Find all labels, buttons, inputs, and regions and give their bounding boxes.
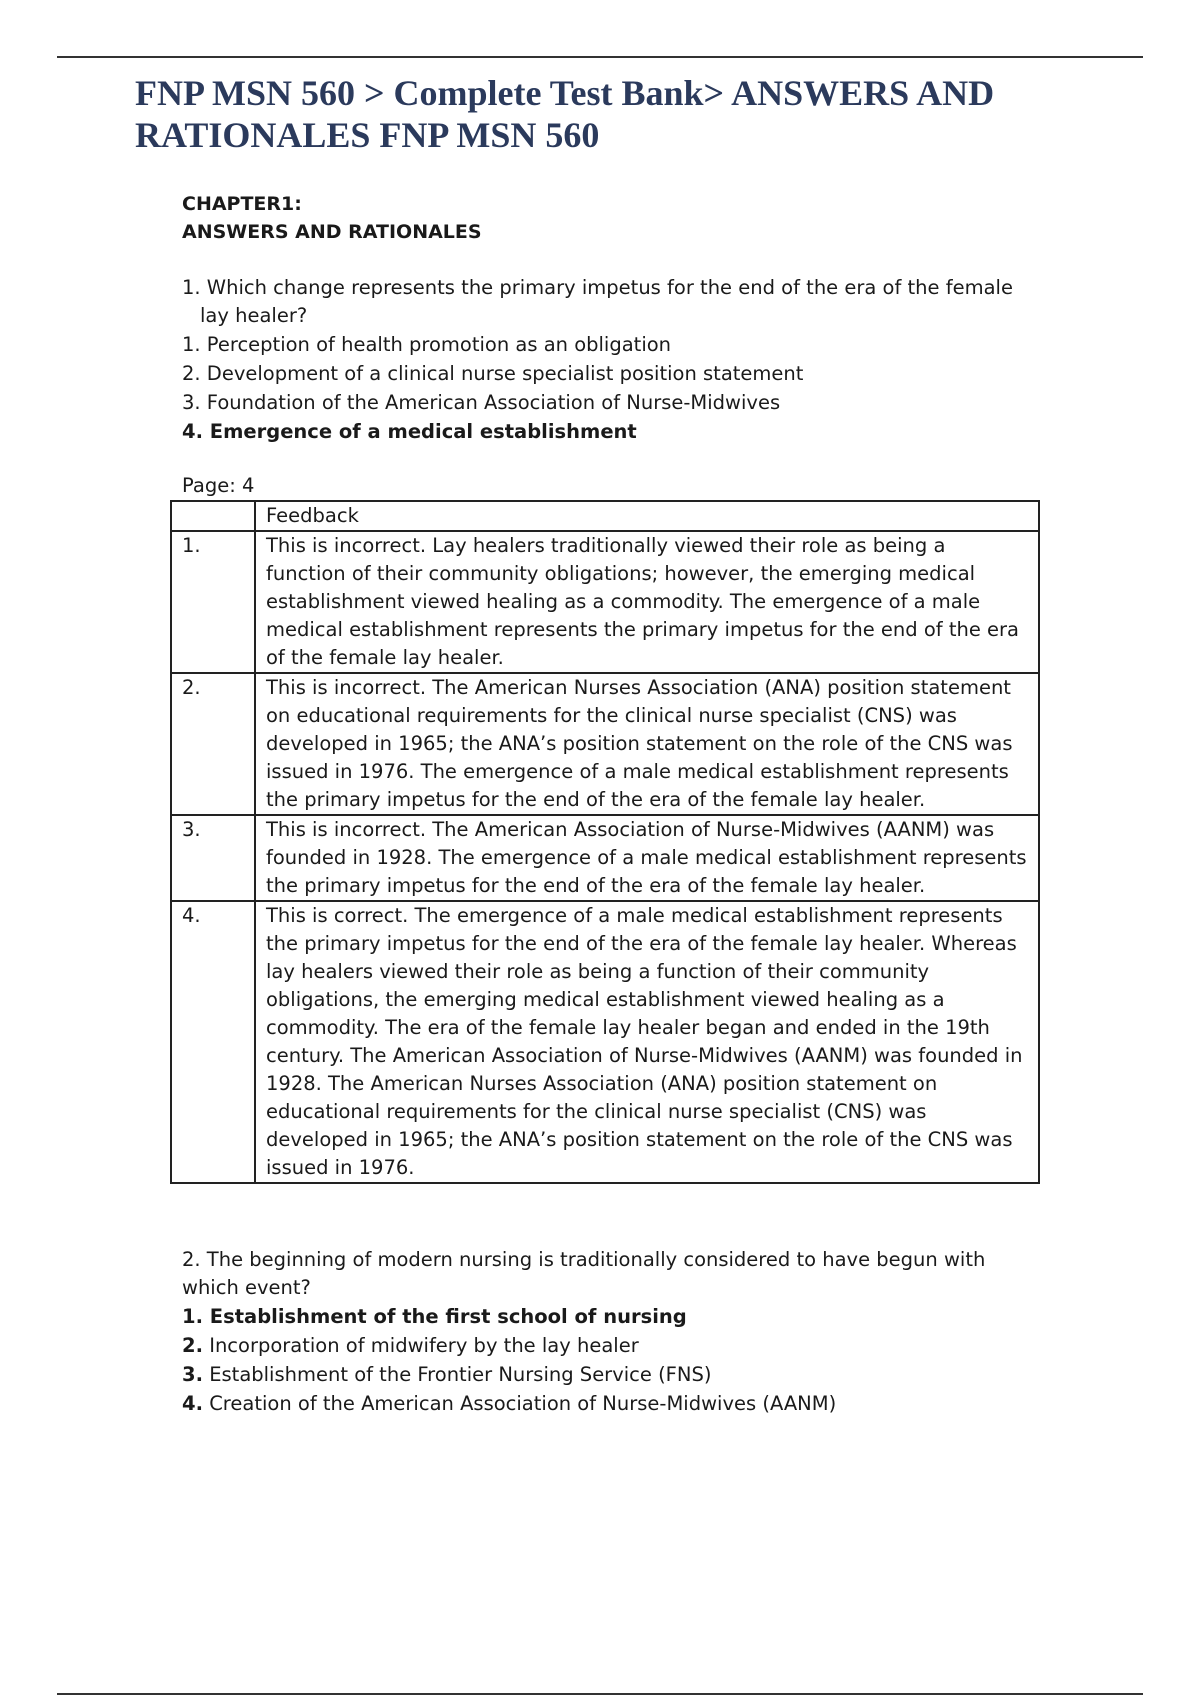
feedback-header-blank [171, 501, 255, 531]
feedback-header: Feedback [255, 501, 1039, 531]
section-label: ANSWERS AND RATIONALES [182, 221, 482, 243]
question-1-option-3: 3. Foundation of the American Association of Nurse-Midwives [182, 391, 781, 414]
table-row [171, 673, 1039, 815]
page-reference: Page: 4 [182, 474, 255, 497]
table-row [171, 815, 1039, 901]
option-label: Establishment of the first school of nursing [209, 1305, 687, 1328]
option-number: 1. [182, 1305, 203, 1328]
question-2 [182, 1246, 1042, 1418]
question-2-text: 2. The beginning of modern nursing is traditionally considered to have begun with which event? [182, 1248, 986, 1299]
question-2-option-4 [182, 1389, 1042, 1418]
question-2-option-2 [182, 1331, 1042, 1360]
question-1 [182, 274, 1042, 446]
feedback-number: 3. [171, 815, 255, 901]
question-2-option-3 [182, 1360, 1042, 1389]
option-number: 2. [182, 1334, 203, 1357]
feedback-text: This is incorrect. The American Association of Nurse-Midwives (AANM) was founded in 1928. The emergence of a male medical establishment represents the primary impetus for the end of the era of the female lay healer. [255, 815, 1039, 901]
feedback-text: This is correct. The emergence of a male medical establishment represents the primary impetus for the end of the era of the female lay healer. Whereas lay healers viewed their role as being a function of their community obligations, the emerging medical establishment viewed healing as a commodity. The era of the female lay healer began and ended in the 19th century. The American Association of Nurse-Midwives (AANM) was founded in 1928. The American Nurses Association (ANA) position statement on educational requirements for the clinical nurse specialist (CNS) was developed in 1965; the ANA’s position statement on the role of the CNS was issued in 1976. [255, 901, 1039, 1183]
question-2-options [182, 1302, 1042, 1418]
bottom-rule [57, 1693, 1143, 1695]
top-rule [57, 56, 1143, 58]
option-label: Establishment of the Frontier Nursing Service (FNS) [209, 1363, 712, 1386]
chapter-label: CHAPTER1: [182, 193, 302, 215]
question-1-options [182, 330, 1042, 446]
feedback-number: 1. [171, 531, 255, 673]
question-1-option-4-correct: 4. Emergence of a medical establishment [182, 420, 637, 443]
question-1-option-1: 1. Perception of health promotion as an obligation [182, 333, 672, 356]
document-body [182, 190, 1042, 1418]
document-title: FNP MSN 560 > Complete Test Bank> ANSWERS AND RATIONALES FNP MSN 560 [135, 73, 995, 155]
question-1-option-2: 2. Development of a clinical nurse specialist position statement [182, 362, 804, 385]
option-number: 4. [182, 1392, 203, 1415]
feedback-number: 2. [171, 673, 255, 815]
question-1-text: 1. Which change represents the primary impetus for the end of the era of the female lay healer? [182, 276, 1013, 327]
question-2-option-1-correct [182, 1302, 1042, 1331]
option-label: Incorporation of midwifery by the lay healer [209, 1334, 639, 1357]
option-label: Creation of the American Association of Nurse-Midwives (AANM) [209, 1392, 837, 1415]
table-row [171, 531, 1039, 673]
feedback-text: This is incorrect. Lay healers traditionally viewed their role as being a function of their community obligations; however, the emerging medical establishment viewed healing as a commodity. The emergence of a male medical establishment represents the primary impetus for the end of the era of the female lay healer. [255, 531, 1039, 673]
feedback-table [170, 500, 1040, 1184]
feedback-number: 4. [171, 901, 255, 1183]
option-number: 3. [182, 1363, 203, 1386]
table-row [171, 901, 1039, 1183]
feedback-text: This is incorrect. The American Nurses Association (ANA) position statement on educational requirements for the clinical nurse specialist (CNS) was developed in 1965; the ANA’s position statement on the role of the CNS was issued in 1976. The emergence of a male medical establishment represents the primary impetus for the end of the era of the female lay healer. [255, 673, 1039, 815]
feedback-header-row [171, 501, 1039, 531]
